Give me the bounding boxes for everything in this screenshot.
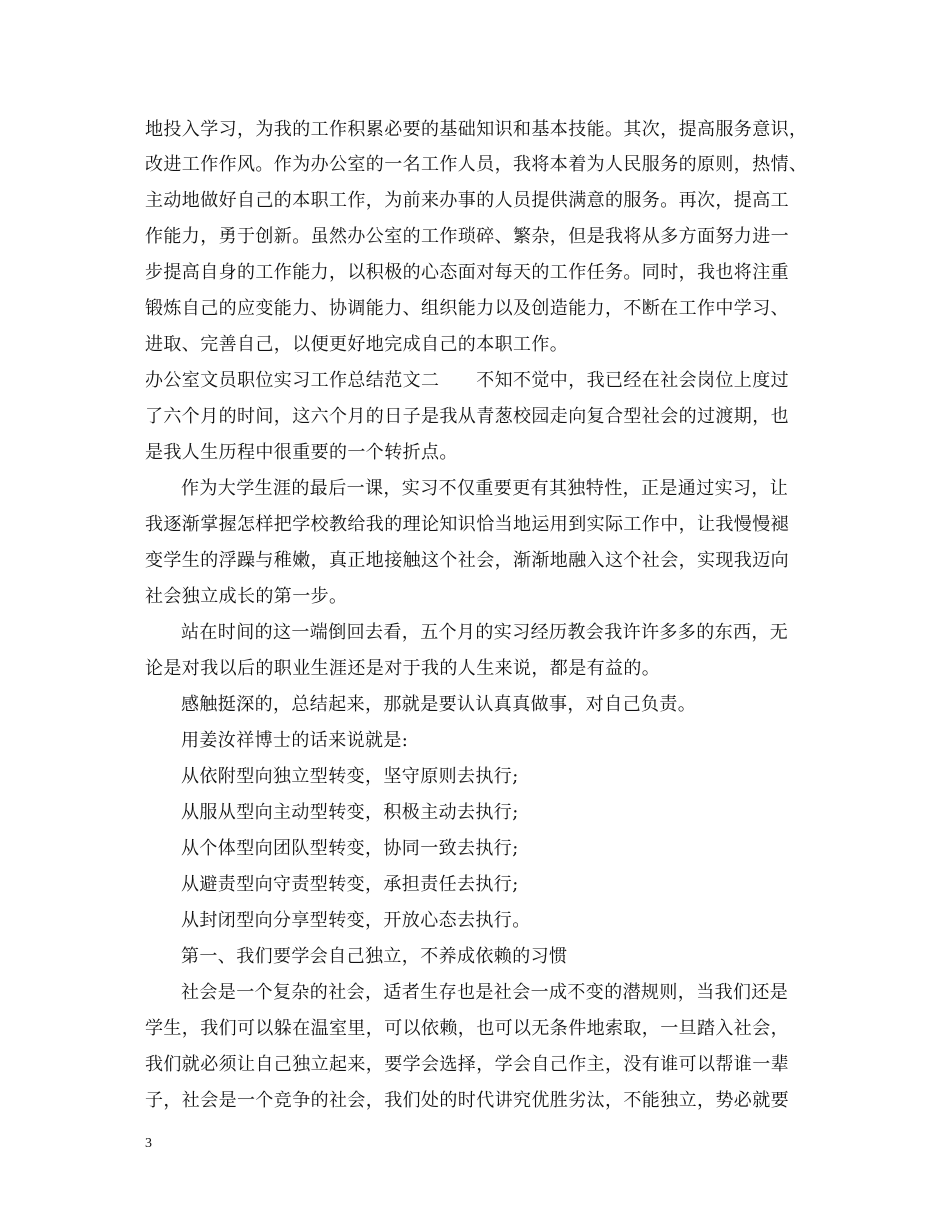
text-line: 社会独立成长的第一步。 <box>145 586 348 607</box>
section-heading-line: 办公室文员职位实习工作总结范文二 不知不觉中，我已经在社会岗位上度过 <box>145 370 789 391</box>
text-line: 是我人生历程中很重要的一个转折点。 <box>145 442 458 463</box>
text-line: 改进工作作风。作为办公室的一名工作人员，我将本着为人民服务的原则，热情、 <box>145 154 808 175</box>
list-line: 从避责型向守责型转变，承担责任去执行; <box>181 874 519 895</box>
text-line: 学生，我们可以躲在温室里，可以依赖，也可以无条件地索取，一旦踏入社会， <box>145 1018 789 1039</box>
text-line: 了六个月的时间，这六个月的日子是我从青葱校园走向复合型社会的过渡期，也 <box>145 406 789 427</box>
text-line: 子，社会是一个竞争的社会，我们处的时代讲究优胜劣汰，不能独立，势必就要 <box>145 1090 789 1111</box>
text-line: 地投入学习，为我的工作积累必要的基础知识和基本技能。其次，提高服务意识， <box>145 119 808 140</box>
text-line: 锻炼自己的应变能力、协调能力、组织能力以及创造能力，不断在工作中学习、 <box>145 298 789 319</box>
text-line: 我逐渐掌握怎样把学校教给我的理论知识恰当地运用到实际工作中，让我慢慢褪 <box>145 514 789 535</box>
text-line: 进取、完善自己，以便更好地完成自己的本职工作。 <box>145 334 569 355</box>
list-line: 从服从型向主动型转变，积极主动去执行; <box>181 802 519 823</box>
paragraph-start-line: 感触挺深的，总结起来，那就是要认认真真做事，对自己负责。 <box>181 694 697 715</box>
subheading-line: 第一、我们要学会自己独立，不养成依赖的习惯 <box>181 946 568 967</box>
paragraph-start-line: 用姜汝祥博士的话来说就是: <box>181 730 409 751</box>
text-line: 论是对我以后的职业生涯还是对于我的人生来说，都是有益的。 <box>145 658 661 679</box>
text-line: 步提高自身的工作能力，以积极的心态面对每天的工作任务。同时，我也将注重 <box>145 262 789 283</box>
list-line: 从依附型向独立型转变，坚守原则去执行; <box>181 766 519 787</box>
list-line: 从封闭型向分享型转变，开放心态去执行。 <box>181 910 531 931</box>
text-line: 主动地做好自己的本职工作，为前来办事的人员提供满意的服务。再次，提高工 <box>145 190 789 211</box>
page-number: 3 <box>145 1136 152 1151</box>
text-line: 作能力，勇于创新。虽然办公室的工作琐碎、繁杂，但是我将从多方面努力进一 <box>145 226 789 247</box>
paragraph-start-line: 作为大学生涯的最后一课，实习不仅重要更有其独特性，正是通过实习，让 <box>181 478 789 499</box>
text-line: 变学生的浮躁与稚嫩，真正地接触这个社会，渐渐地融入这个社会，实现我迈向 <box>145 550 789 571</box>
paragraph-start-line: 社会是一个复杂的社会，适者生存也是社会一成不变的潜规则，当我们还是 <box>181 982 789 1003</box>
list-line: 从个体型向团队型转变，协同一致去执行; <box>181 838 519 859</box>
paragraph-start-line: 站在时间的这一端倒回去看，五个月的实习经历教会我许许多多的东西，无 <box>181 622 789 643</box>
text-line: 我们就必须让自己独立起来，要学会选择，学会自己作主，没有谁可以帮谁一辈 <box>145 1054 789 1075</box>
